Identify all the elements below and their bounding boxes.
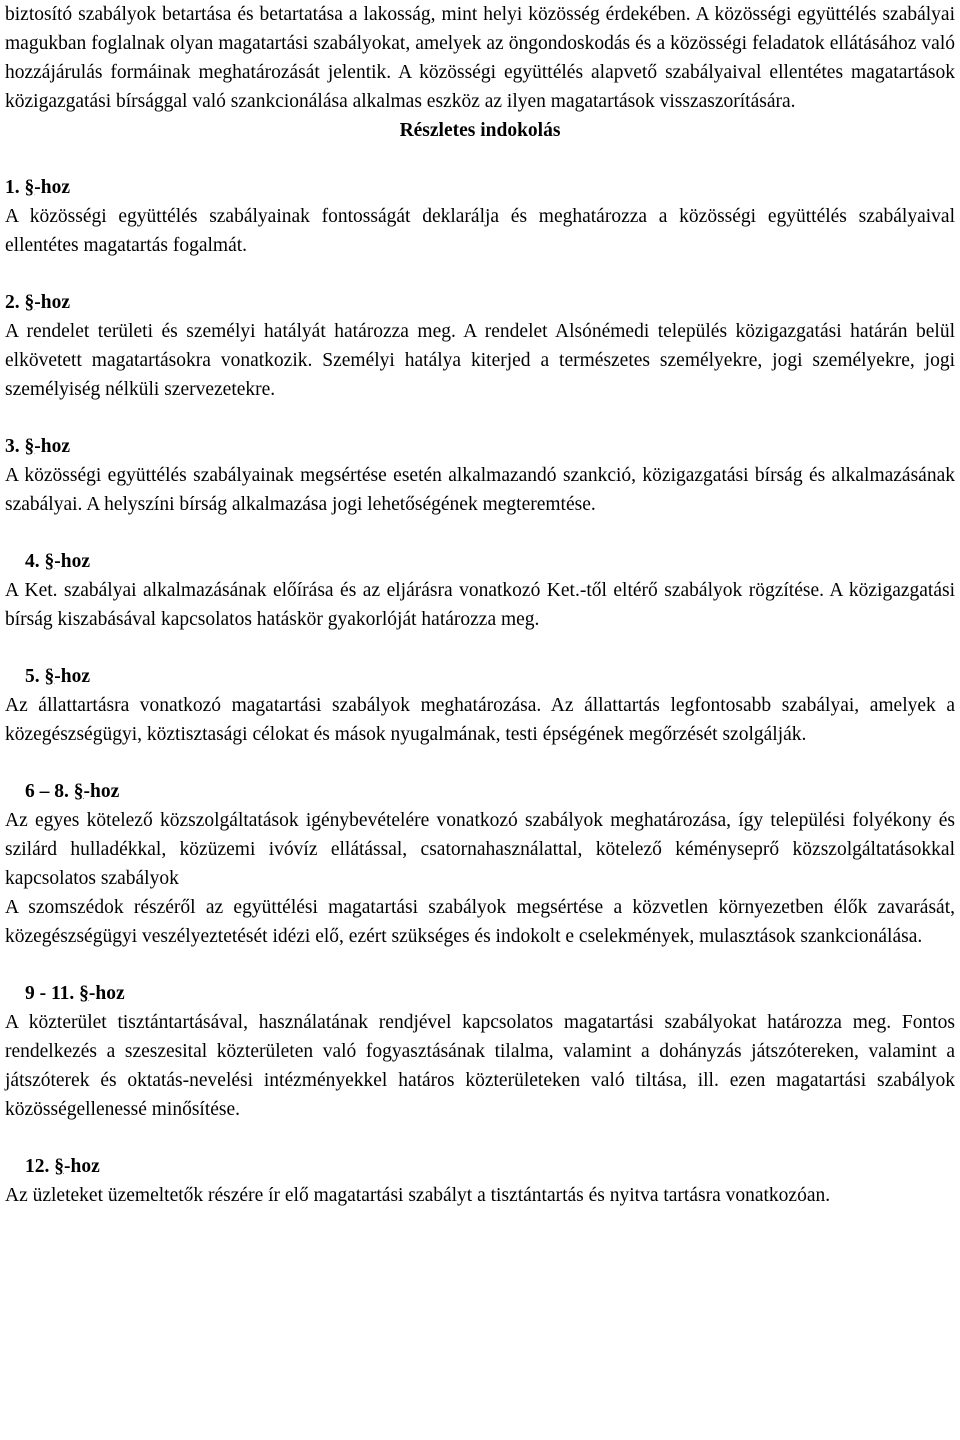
section-paragraph-link[interactable]: § [44,666,55,687]
section-number: 9 - 11. [25,983,80,1004]
section-paragraph-link[interactable]: § [54,1156,64,1177]
section-number: 1. [5,177,25,198]
spacer [5,260,955,288]
section-paragraph-link[interactable]: § [44,551,55,572]
section-block [5,288,955,404]
section-heading [5,662,955,691]
section-suffix: -hoz [34,177,70,198]
section-title: Részletes indokolás [399,120,561,141]
spacer [5,749,955,777]
section-paragraph-link[interactable]: § [24,292,35,313]
section-paragraph-link[interactable]: § [79,983,89,1004]
section-block [5,1152,955,1210]
section-suffix: -hoz [54,551,90,572]
section-block [5,662,955,749]
section-paragraph-link[interactable]: § [24,436,35,457]
section-number: 3. [5,436,25,457]
section-paragraph-link[interactable]: § [24,177,35,198]
section-paragraph: Az üzleteket üzemeltetők részére ír elő magatartási szabályt a tisztántartás és nyitva tartásra vonatkozóan. [5,1185,831,1206]
section-heading [5,173,955,202]
section-suffix: -hoz [34,292,70,313]
section-paragraph: A közösségi együttélés szabályainak fontosságát deklarálja és meghatározza a közösségi együttélés szabályaival ellentétes magatartás fogalmát. [5,206,955,256]
section-heading [5,1152,955,1181]
section-paragraph-link[interactable]: § [73,781,84,802]
section-block [5,432,955,519]
intro-paragraph: biztosító szabályok betartása és betartatása a lakosság, mint helyi közösség érdekében. A közösségi együttélés szabályai magukban foglalnak olyan magatartási szabályokat, amelyek az öngondoskodás és a közösségi feladatok ellátásához való hozzájárulás formáinak meghatározását jelentik. A közösségi együttélés alapvető szabályaival ellentétes magatartások közigazgatási bírsággal való szankcionálása alkalmas eszköz az ilyen magatartások visszaszorítására. [5,4,955,112]
spacer [5,634,955,662]
section-heading [5,288,955,317]
section-suffix: -hoz [83,781,120,802]
section-number: 6 – 8. [25,781,74,802]
section-suffix: -hoz [64,1156,100,1177]
section-heading [5,777,955,806]
sections-container [5,173,955,1210]
section-heading [5,979,955,1008]
section-paragraph: A Ket. szabályai alkalmazásának előírása és az eljárásra vonatkozó Ket.-től eltérő szabályok rögzítése. A közigazgatási bírság kiszabásával kapcsolatos hatáskör gyakorlóját határozza meg. [5,580,955,630]
section-block [5,173,955,260]
section-suffix: -hoz [88,983,125,1004]
spacer [5,145,955,173]
section-paragraph: Az állattartásra vonatkozó magatartási szabályok meghatározása. Az állattartás legfontosabb szabályai, amelyek a közegészségügyi, köztisztasági célokat és mások nyugalmának, testi épségének megőrzését szolgálják. [5,695,955,745]
section-paragraph: Az egyes kötelező közszolgáltatások igénybevételére vonatkozó szabályok meghatározása, így települési folyékony és szilárd hulladékkal, közüzemi ivóvíz ellátással, csatornahasználattal, kötelező kéményseprő közszolgáltatásokkal kapcsolatos szabályok [5,810,955,889]
section-heading [5,547,955,576]
section-number: 12. [25,1156,55,1177]
section-block [5,547,955,634]
spacer [5,951,955,979]
section-paragraph: A rendelet területi és személyi hatályát határozza meg. A rendelet Alsónémedi település közigazgatási határán belül elkövetett magatartásokra vonatkozik. Személyi hatálya kiterjed a természetes személyekre, jogi személyekre, jogi személyiség nélküli szervezetekre. [5,321,955,400]
section-heading [5,432,955,461]
spacer [5,519,955,547]
section-number: 5. [25,666,45,687]
spacer [5,404,955,432]
section-paragraph: A közösségi együttélés szabályainak megsértése esetén alkalmazandó szankció, közigazgatási bírság és alkalmazásának szabályai. A helyszíni bírság alkalmazása jogi lehetőségének megteremtése. [5,465,955,515]
section-suffix: -hoz [34,436,70,457]
section-block [5,777,955,951]
section-block [5,979,955,1124]
section-number: 2. [5,292,25,313]
spacer [5,1124,955,1152]
section-suffix: -hoz [54,666,90,687]
section-paragraph: A közterület tisztántartásával, használatának rendjével kapcsolatos magatartási szabályokat határozza meg. Fontos rendelkezés a szeszesital közterületen való fogyasztásának tilalma, valamint a dohányzás játszótereken, valamint a játszóterek és oktatás-nevelési intézményekkel határos közterületeken való tiltása, ill. ezen magatartási szabályok közösségellenessé minősítése. [5,1012,955,1120]
section-number: 4. [25,551,45,572]
section-paragraph: A szomszédok részéről az együttélési magatartási szabályok megsértése a közvetlen környezetben élők zavarását, közegészségügyi veszélyeztetését idézi elő, ezért szükséges és indokolt e cselekmények, mulasztások szankcionálása. [5,897,955,947]
document-page [5,0,955,1210]
